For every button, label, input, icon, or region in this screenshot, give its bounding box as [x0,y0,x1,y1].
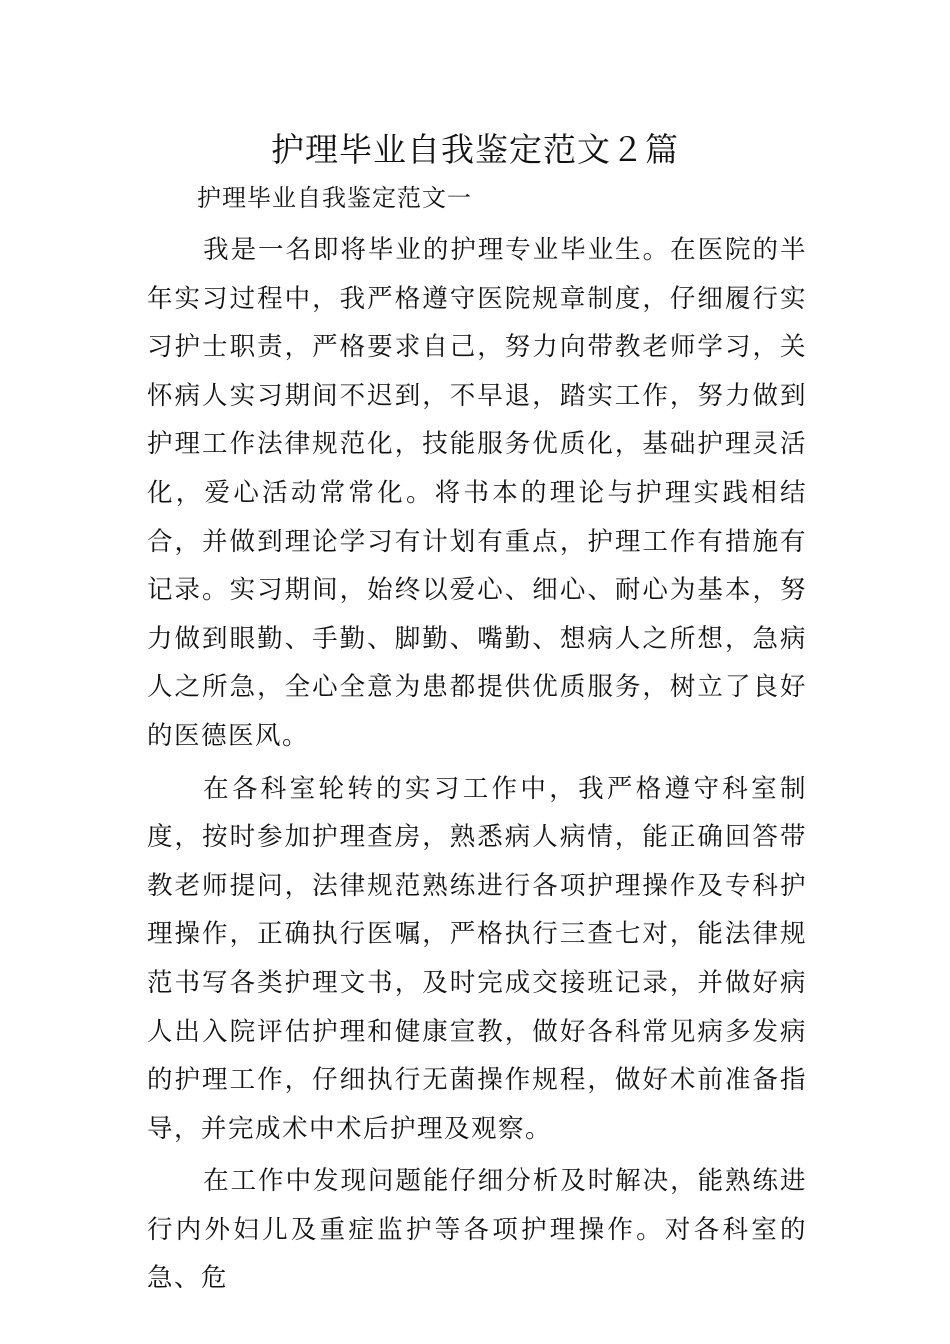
document-subtitle: 护理毕业自我鉴定范文一 [197,184,472,212]
paragraph-3: 在工作中发现问题能仔细分析及时解决，能熟练进行内外妇儿及重症监护等各项护理操作。对各科室的急、危 [147,1166,807,1294]
paragraph-2: 在各科室轮转的实习工作中，我严格遵守科室制度，按时参加护理查房，熟悉病人病情，能正确回答带教老师提问，法律规范熟练进行各项护理操作及专科护理操作，正确执行医嘱，严格执行三查七对，能法律规范书写各类护理文书，及时完成交接班记录，并做好病人出入院评估护理和健康宣教，做好各科常见病多发病的护理工作，仔细执行无菌操作规程，做好术前准备指导，并完成术中术后护理及观察。 [147,773,807,1144]
document-body [147,226,807,1307]
document-title: 护理毕业自我鉴定范文２篇 [271,130,679,169]
paragraph-1: 我是一名即将毕业的护理专业毕业生。在医院的半年实习过程中，我严格遵守医院规章制度，仔细履行实习护士职责，严格要求自己，努力向带教老师学习，关怀病人实习期间不迟到，不早退，踏实工作，努力做到护理工作法律规范化，技能服务优质化，基础护理灵活化，爱心活动常常化。将书本的理论与护理实践相结合，并做到理论学习有计划有重点，护理工作有措施有记录。实习期间，始终以爱心、细心、耐心为基本，努力做到眼勤、手勤、脚勤、嘴勤、想病人之所想，急病人之所急，全心全意为患都提供优质服务，树立了良好的医德医风。 [147,235,807,751]
